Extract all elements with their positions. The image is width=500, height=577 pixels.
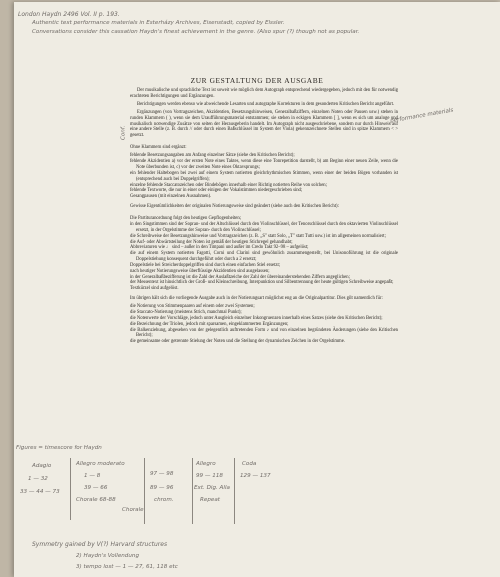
divider [192,458,193,524]
col1-value: 33 — 44 — 73 [20,489,60,495]
col4-value: 99 — 118 [196,473,223,479]
col2-label: Allegro moderato [76,461,125,467]
margin-note: Conf. [120,125,127,141]
gewisse-item: die Auf- oder Abwärtsteilung der Noten ist gemäß der heutigen Stichregel gehandhabt; [130,239,293,245]
uebrigen-item: die Staccato-Notierung (meistens Strich, manchmal Punkt); [130,309,242,315]
paragraph-2: Berichtigungen werden ebenso wie abweichende Lesarten und autographe Korrekturen in dem gesonderten Kritischen Bericht angeführt. [137,101,395,107]
col3-value: 97 — 98 [150,471,174,477]
body-text [130,88,398,345]
col3-value: 89 — 96 [150,485,174,491]
ohne-heading: Ohne Klammern sind ergänzt: [130,145,187,151]
final-note-3: 3) tempo lost — 1 — 27, 61, 118 etc [76,564,178,570]
gewisse-item: Die Partituranordnung folgt den heutigen Gepflogenheiten; [130,216,242,222]
col1-value: 1 — 32 [28,476,48,482]
gewisse-item: Doppelstiele bei Streicherdoppelgriffen sind durch einen einfachen Stiel ersetzt; [130,262,281,268]
ohne-item: Gesangpausen (mit einzelnen Ausnahmen). [130,194,212,200]
gewisse-heading: Gewisse Eigentümlichkeiten der originalen Notierungsweise sind geändert (siehe auch den Kritischen Bericht): [130,204,339,210]
final-note-1: Symmetry gained by V(?) Harvard structures [32,541,168,548]
col2-value: 39 — 66 [84,485,108,491]
col5-label: Coda [242,461,257,467]
uebrigen-item: die Notierung von Stimmenpaaren auf einem oder zwei Systemen; [130,304,255,310]
col2-value: Chorale 68-88 [76,497,116,503]
divider [234,458,235,524]
handwritten-note-3: Conversations consider this cassation Haydn's finest achievement in the genre. (Also spur (?) though not as popular. [32,29,360,35]
gewisse-item: in den Singstimmen sind der Sopran- und der Altschlüssel durch den Violinschlüssel, der Tenorschlüssel durch den oktavierten Violinschlüssel ersetzt, in der Orgelstimme der Sopran- durch den Violinschlüssel; [130,221,398,233]
right-margin-note: performance materials [389,107,454,125]
page-title: ZUR GESTALTUNG DER AUSGABE [190,76,324,85]
col4-value: Ext. Dig. Alla [194,485,230,491]
uebrigen-item: die Bezeichnung der Triolen, jedoch mit sparsamen, eingeklammerten Ergänzungen; [130,321,289,327]
gewisse-item: der Messentext ist hinsichtlich der Groß- und Kleinschreibung, Interpunktion und Silbentrennung der heute gültigen Schreibweise angepaßt; [130,280,394,286]
gewisse-item: nach heutiger Notierungsweise überflüssige Akzidentien sind ausgelassen; [130,268,270,274]
uebrigen-item: die Balkenziehung, abgesehen von der gelegentlich auftretenden Form ♪ und von einzelnen begründeten Änderungen (siehe den Kritischen Bericht); [130,327,398,339]
gewisse-item: in der Generalbaßbezifferung ist die Zahl der Auslaßtzeiche der Zahl der übereinanderstehenden Ziffern angeglichen; [130,274,350,280]
col1-label: Adagio [32,463,52,469]
ohne-item: ein fehlender Haltebogen bei zwei auf einem System notierten gleichrhythmischen Stimmen, wenn einer der beiden Bögen vorhanden ist (entsprechend auch bei Doppelgriffen); [130,170,398,182]
paragraph-3: Ergänzungen (von Vortragszeichen, Akzidentien, Besetzungshinweisen, Generalbaßziffern, einzelnen Noten oder Pausen usw.) stehen in runden Klammern ( ), wenn sie dem Uraufführungsmaterial entstammen; sie stehen in eckigen Klammern [ ], wenn es sich um analoge und musikalisch notwendige Zusätze von seiten der Herausgeberin handelt. Im Autograph nicht ausgeschriebene, sondern nur durch Hinweis auf eine andere Stelle (z. B. durch // oder durch einen Baßschlüssel im System der Viola) gekennzeichnete Stellen sind in spitze Klammern < > gesetzt. [130,109,398,139]
col3-value: chrom. [154,497,174,503]
ohne-item: fehlende Akzidentien a) vor der ersten Note eines Taktes, wenn diese eine Tonrepetition darstellt, b) am Beginn einer neuen Zeile, wenn die Note überbunden ist, c) vor der zweiten Note eines Oktavsprungs; [130,159,398,171]
handwritten-bottom-note: Figures = timescore for Haydn [16,445,102,451]
ohne-item: einzelne fehlende Staccatozeichen oder Bindebögen innerhalb einer Richtig notierten Reihe von solchen; [130,182,327,188]
document-page [14,2,500,577]
gewisse-item: die Schreibweise der Besetzungshinweise und Vortragszeichen (z. B. „S" statt Solo, „T" statt Tutti usw.) ist im allgemeinen normalisiert; [130,233,386,239]
divider [144,458,145,524]
divider [70,458,71,520]
ohne-item: fehlende Textworte, die nur in einer oder einigen der Vokalstimmen niedergeschrieben sind; [130,188,303,194]
paragraph-1: Der musikalische und sprachliche Text ist soweit wie möglich dem Autograph entsprechend wiedergegeben, jedoch mit den für notwendig erachteten Berichtigungen und Ergänzungen. [130,88,398,99]
uebrigen-heading: Im übrigen hält sich die vorliegende Ausgabe auch in der Notierungsart möglichst eng an die Originalpartitur. Dies gilt namentlich für: [130,296,383,302]
col5-value: 129 — 137 [240,473,271,479]
col4-label: Allegro [196,461,216,467]
uebrigen-item: die Notenwerte der Vorschläge, jedoch unter Ausgleich einzelner Inkongruenzen innerhalb eines Satzes (siehe den Kritischen Bericht); [130,315,383,321]
uebrigen-item: die gemeinsame oder getrennte Stielung der Noten und die Stellung der dynamischen Zeichen in der Orgelstimme. [130,339,345,345]
gewisse-item: Abbreviaturen wie ♩ sind – außer in den Timpani und außer im Credo Takt 92–98 – aufgelöst; [130,245,309,251]
handwritten-note-1: London Haydn 2496 Vol. II p. 193. [18,11,120,18]
handwritten-note-2: Authentic text performance materials in Esterházy Archives, Eisenstadt, copied by Elssler. [32,20,285,26]
col2-value: Chorale [122,507,144,513]
gewisse-item: Textkürzel sind aufgelöst. [130,286,179,292]
col2-value: 1 — 8 [84,473,101,479]
gewisse-item: die auf einem System notierten Fagotti, Corni und Clarini sind gewöhnlich zusammengestellt, bei Unisonoführung ist die originale Doppelstiehung konsequent durchgeführt oder durch a 2 ersetzt; [130,251,398,263]
col4-value: Repeat [200,497,220,503]
final-note-2: 2) Haydn's Vollendung [76,553,139,559]
ohne-item: fehlende Besetzungsangaben am Anfang einzelner Sätze (siehe den Kritischen Bericht); [130,153,295,159]
